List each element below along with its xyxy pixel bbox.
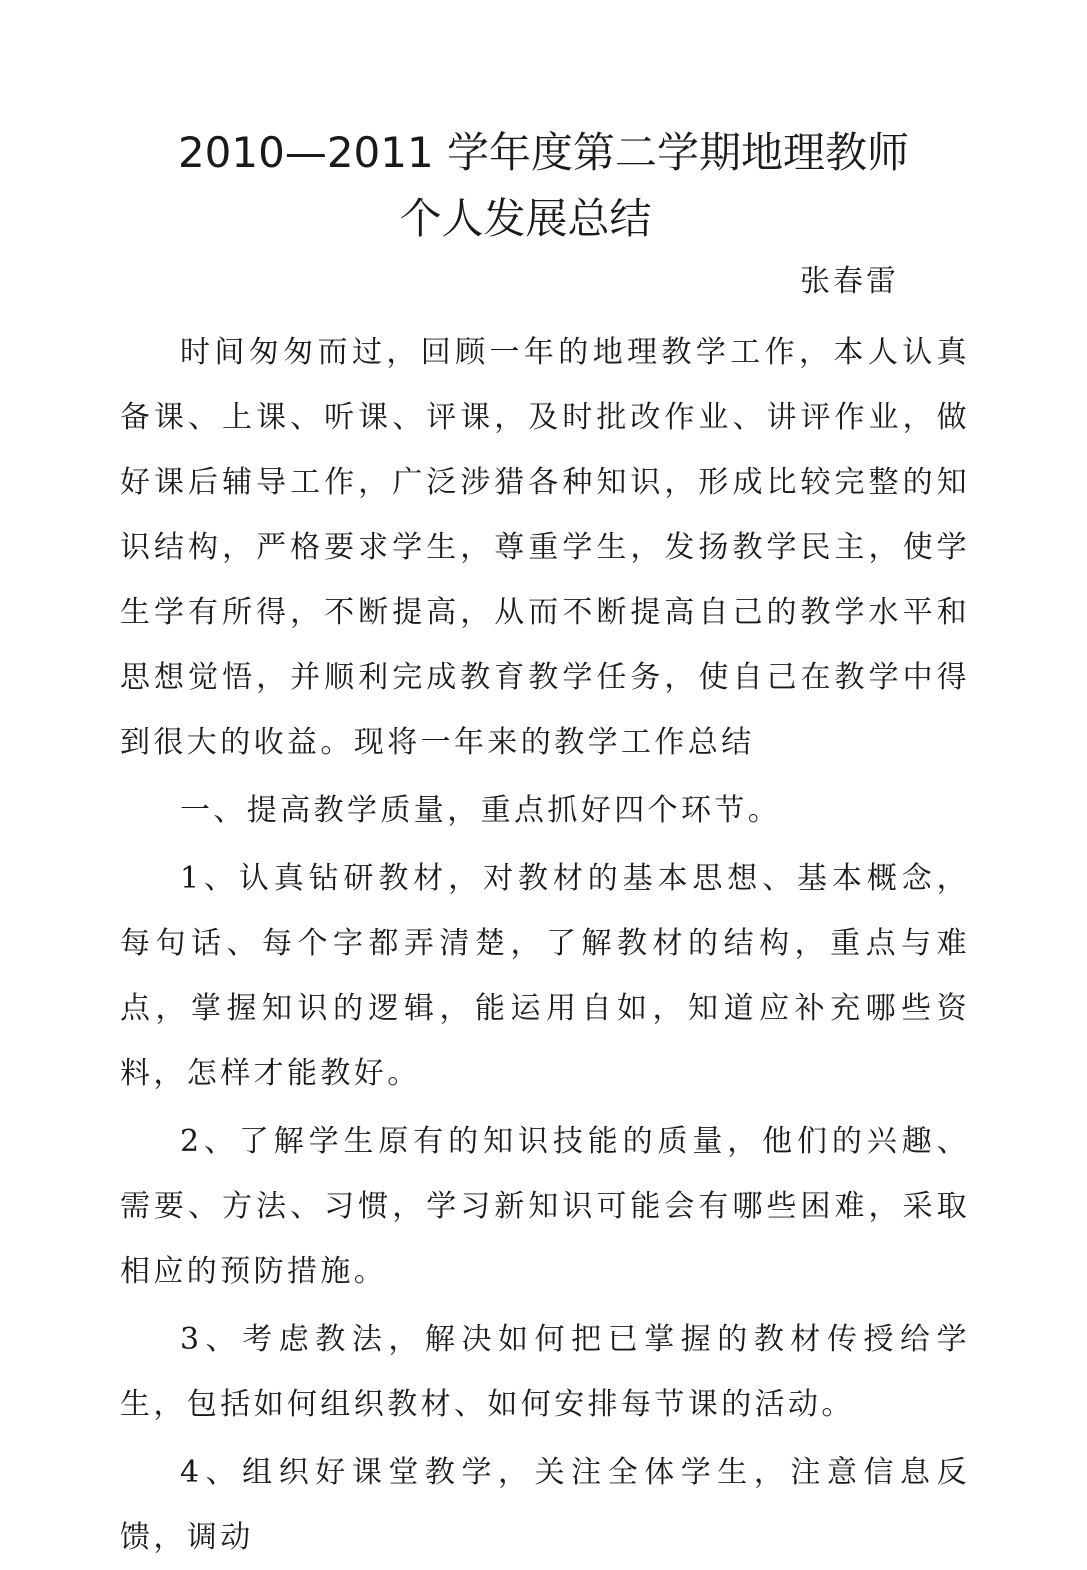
list-item-3: 3、考虑教法，解决如何把已掌握的教材传授给学生，包括如何组织教材、如何安排每节课的活动。	[120, 1322, 970, 1422]
author-name: 张春雷	[800, 264, 899, 299]
document-body	[120, 320, 970, 1570]
list-item-4: 4、组织好课堂教学，关注全体学生，注意信息反馈，调动	[120, 1455, 970, 1555]
list-item-1: 1、认真钻研教材，对教材的基本思想、基本概念，每句话、每个字都弄清楚，了解教材的结构，重点与难点，掌握知识的逻辑，能运用自如，知道应补充哪些资料，怎样才能教好。	[120, 861, 970, 1091]
list-item-2: 2、了解学生原有的知识技能的质量，他们的兴趣、需要、方法、习惯，学习新知识可能会有哪些困难，采取相应的预防措施。	[120, 1124, 970, 1289]
document-title-line-2: 个人发展总结	[399, 194, 652, 243]
document-title-line-1: 2010—2011 学年度第二学期地理教师	[177, 128, 910, 177]
paragraph-intro: 时间匆匆而过，回顾一年的地理教学工作，本人认真备课、上课、听课、评课，及时批改作业、讲评作业，做好课后辅导工作，广泛涉猎各种知识，形成比较完整的知识结构，严格要求学生，尊重学生，发扬教学民主，使学生学有所得，不断提高，从而不断提高自己的教学水平和思想觉悟，并顺利完成教育教学任务，使自己在教学中得到很大的收益。现将一年来的教学工作总结	[120, 335, 970, 760]
section-heading-1: 一、提高教学质量，重点抓好四个环节。	[180, 793, 782, 828]
